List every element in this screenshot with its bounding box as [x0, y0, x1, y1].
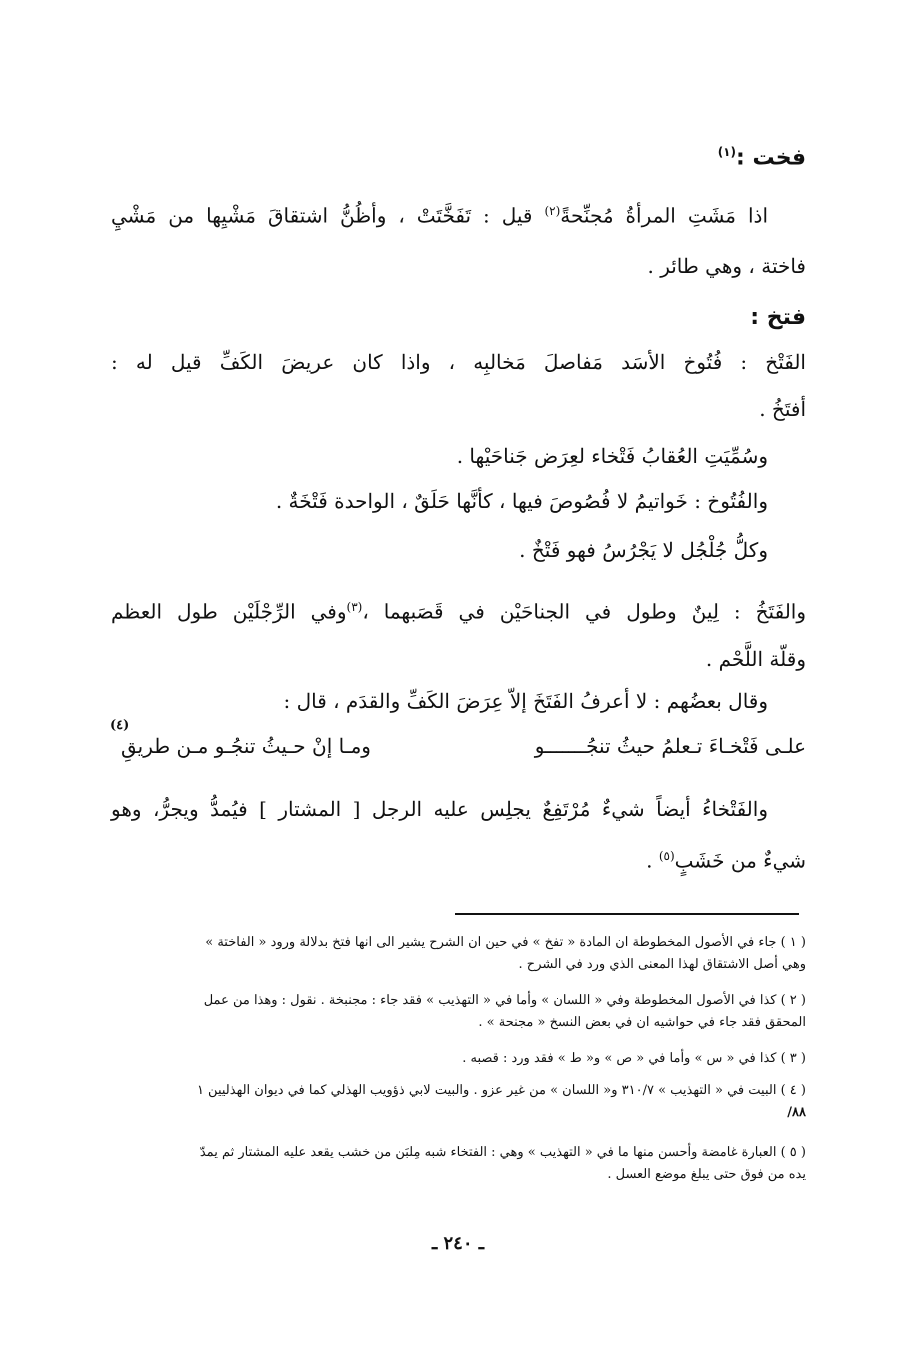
text-span: اذا مَشَتِ المرأةُ مُجنِّحةً — [560, 203, 769, 228]
verse-hemistich-second: ومـا إنْ حـيثُ تنجُـو مـن طريقِ — [121, 734, 371, 758]
entry-heading-fakht — [718, 145, 806, 170]
headword-fatakh: فتخ : — [750, 305, 806, 330]
text-line: وكلُّ جُلْجُل لا يَجْرُسُ فهو فَتْخٌ . — [519, 538, 768, 562]
footnote-line: وهي أصل الاشتقاق لهذا المعنى الذي ورد في الشرح . — [518, 957, 806, 972]
text-line: فاختة ، وهي طائر . — [647, 253, 806, 278]
text-span: وفي الرِّجْلَيْن طول العظم — [111, 599, 347, 624]
paragraph-fatakh-1 — [111, 347, 806, 424]
footnote-line: ٨٨/ — [787, 1105, 806, 1120]
paragraph-fatakh-5 — [111, 592, 806, 674]
text-line — [111, 196, 806, 231]
paragraph-fatakh-3 — [111, 486, 806, 516]
text-line: وقلّة اللَّحْم . — [705, 646, 806, 671]
footnote-line: ( ١ ) جاء في الأصول المخطوطة ان المادة « تفخ » في حين ان الشرح يشير الى انها فتخ بدلالة ورود « الفاختة » — [205, 935, 806, 950]
footnote-line: المحقق فقد جاء في حواشيه ان في بعض النسخ « مجنحة » . — [478, 1015, 806, 1030]
text-line: والفُتُوخ : خَواتيمُ لا فُصُوصَ فيها ، كأنَّها حَلَقٌ ، الواحدة فَتْخَةٌ . — [275, 489, 768, 513]
footnote-line: ( ٢ ) كذا في الأصول المخطوطة وفي « اللسان » وأما في « التهذيب » فقد جاء : مجنبخة . نقول : وهذا من عمل — [203, 993, 806, 1008]
footnote-2 — [111, 990, 806, 1034]
paragraph-fatakh-2 — [111, 441, 806, 471]
footnote-ref-2: (٢) — [544, 204, 561, 218]
headword-fakht: فخت : — [735, 145, 806, 171]
text-line: الفَتْخ : فُتُوخ الأسَد مَفاصلَ مَخالبِه ، واذا كان عريضَ الكَفِّ قيل له : — [111, 350, 806, 374]
footnote-ref-1: (١) — [717, 145, 736, 159]
footnote-divider — [455, 913, 799, 915]
text-span: . — [646, 848, 659, 873]
verse-line — [111, 734, 806, 758]
footnote-line: يده من فوق حتى يبلغ موضع العسل . — [607, 1167, 806, 1182]
footnote-ref-5: (٥) — [658, 849, 675, 863]
page-number: ـ ٢٤٠ ـ — [431, 1233, 485, 1254]
text-line: وسُمِّيَتِ العُقابُ فَتْخاء لعِرَض جَناحَيْها . — [456, 444, 768, 468]
text-span: شيءٌ من خَشَبٍ — [674, 848, 806, 873]
paragraph-fatakh-6 — [111, 686, 806, 716]
paragraph-fatakh-4 — [111, 535, 806, 565]
text-line — [111, 592, 806, 627]
footnote-1 — [111, 932, 806, 976]
text-line: والفَتْخاءُ أيضاً شيءٌ مُرْتَفِعٌ يجلِس عليه الرجل [ المشتار ] فيُمدُّ ويجرُّ، وهو — [111, 797, 768, 821]
footnote-ref-3: (٣) — [346, 600, 363, 614]
paragraph-fatakh-7 — [111, 794, 806, 876]
footnote-3 — [111, 1048, 806, 1070]
text-span: قيل : تَفَخَّتَتْ ، وأظُنُّ اشتقاقَ مَشْيِها من مَشْيِ — [111, 203, 545, 228]
footnote-4 — [111, 1080, 806, 1124]
text-line — [111, 841, 806, 876]
paragraph-fakht — [111, 196, 806, 281]
text-line: أفتَخُ . — [759, 397, 806, 421]
footnote-5 — [111, 1142, 806, 1186]
footnote-line: ( ٥ ) العبارة غامضة وأحسن منها ما في « التهذيب » وهي : الفتخاء شبه مِلبَن من خشب يقعد عليه المشتار ثم يمدّ — [199, 1145, 806, 1160]
text-line: وقال بعضُهم : لا أعرفُ الفَتَخَ إلاّ عِرَضَ الكَفِّ والقدَم ، قال : — [283, 689, 768, 713]
footnote-line: ( ٤ ) البيت في « التهذيب » ٣١٠/٧ و« اللسان » من غير عزو . والبيت لابي ذؤويب الهذلي كما في ديوان الهذليين ١ — [196, 1083, 806, 1098]
verse-hemistich-first: علـى فَتْخـاءَ تـعلمُ حيثُ تنجُـــــــو — [534, 734, 806, 758]
verse-footnote-ref: (٤) — [110, 718, 130, 733]
footnote-line: ( ٣ ) كذا في « س » وأما في « ص » و« ط » فقد ورد : قصبه . — [462, 1051, 806, 1066]
text-span: والفَتَخُ : لِينٌ وطول في الجناحَيْن في قَصَبهما ، — [362, 599, 807, 624]
